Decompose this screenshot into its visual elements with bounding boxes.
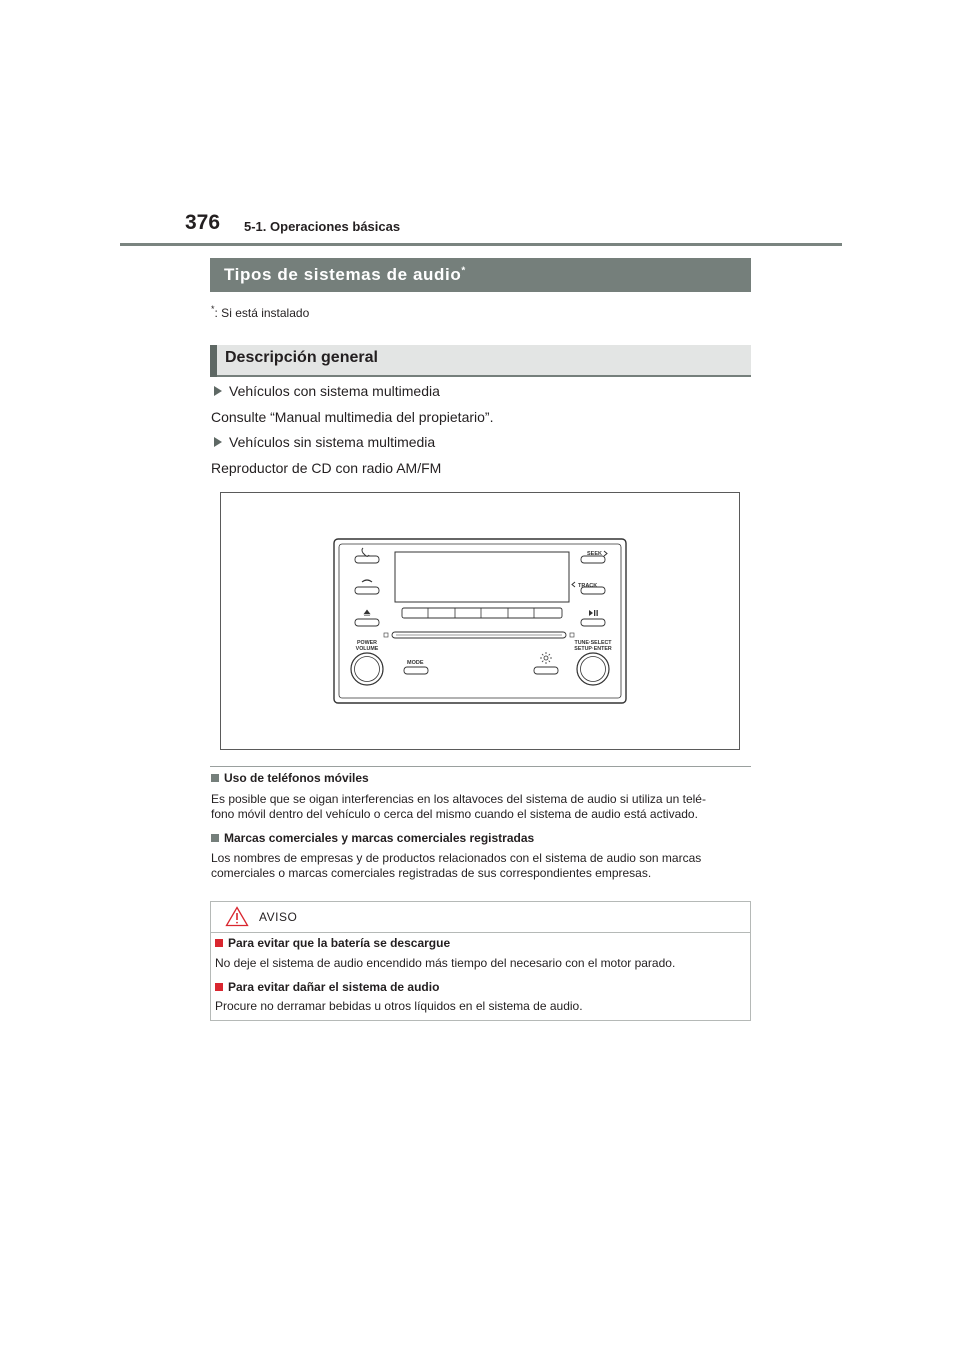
- triangle-bullet-icon: [214, 386, 222, 396]
- footnote: [211, 304, 309, 320]
- power-label: POWER: [356, 640, 378, 646]
- triangle-bullet-icon: [214, 437, 222, 447]
- bullet-no-multimedia: [214, 434, 435, 450]
- light-button: [534, 667, 558, 674]
- bullet-multimedia: [214, 383, 440, 399]
- info-line: comerciales o marcas comerciales registradas de sus correspondientes empresas.: [211, 866, 652, 880]
- mode-label: MODE: [407, 660, 424, 666]
- section-divider: [210, 766, 751, 767]
- paragraph: Reproductor de CD con radio AM/FM: [211, 460, 442, 476]
- notice-heading-damage: [215, 980, 439, 994]
- notice-box: [210, 901, 751, 1021]
- footnote-text: : Si está instalado: [214, 306, 310, 320]
- footnote-marker: *: [211, 304, 215, 314]
- notice-body-battery: No deje el sistema de audio encendido más tiempo del necesario con el motor parado.: [215, 956, 676, 970]
- tune-select-knob: [577, 653, 609, 685]
- info-body-trademarks: [211, 851, 751, 881]
- volume-label: VOLUME: [355, 646, 379, 652]
- page-number: 376: [185, 211, 221, 234]
- bullet-text: Vehículos con sistema multimedia: [229, 383, 440, 399]
- notice-heading-text: Para evitar dañar el sistema de audio: [228, 980, 440, 994]
- square-bullet-icon: [211, 774, 219, 782]
- info-heading-text: Marcas comerciales y marcas comerciales registradas: [224, 831, 535, 845]
- power-volume-knob: [351, 653, 383, 685]
- info-line: Los nombres de empresas y de productos relacionados con el sistema de audio son marcas: [211, 851, 702, 865]
- eject-button: [355, 619, 379, 626]
- preset-buttons: [402, 608, 562, 618]
- notice-heading-battery: [215, 936, 450, 950]
- notice-label: AVISO: [259, 910, 298, 924]
- info-heading-trademarks: [211, 831, 534, 845]
- header-divider: [120, 243, 842, 246]
- square-bullet-icon: [211, 834, 219, 842]
- info-heading-text: Uso de teléfonos móviles: [224, 771, 369, 785]
- display-screen: [395, 552, 569, 602]
- page-title-text: Tipos de sistemas de audio: [224, 265, 462, 284]
- phone-pickup-button: [355, 556, 379, 563]
- square-bullet-icon: [215, 939, 223, 947]
- bullet-text: Vehículos sin sistema multimedia: [229, 434, 436, 450]
- notice-heading-text: Para evitar que la batería se descargue: [228, 936, 451, 950]
- info-heading-phones: [211, 771, 369, 785]
- audio-unit-figure: [220, 492, 740, 750]
- subheading-text: Descripción general: [225, 349, 378, 366]
- notice-body-damage: Procure no derramar bebidas u otros líquidos en el sistema de audio.: [215, 999, 583, 1013]
- seek-label: SEEK: [587, 551, 602, 557]
- info-line: fono móvil dentro del vehículo o cerca del mismo cuando el sistema de audio está activado.: [211, 807, 698, 821]
- play-pause-button: [581, 619, 605, 626]
- seek-button: [581, 556, 605, 563]
- phone-hangup-button: [355, 587, 379, 594]
- title-bar: [210, 258, 751, 292]
- paragraph: Consulte “Manual multimedia del propietario”.: [211, 409, 494, 425]
- info-line: Es posible que se oigan interferencias en los altavoces del sistema de audio si utiliza un telé-: [211, 792, 706, 806]
- square-bullet-icon: [215, 983, 223, 991]
- section-label: 5-1. Operaciones básicas: [244, 219, 401, 234]
- subheading-accent: [210, 345, 217, 377]
- title-marker: *: [461, 265, 466, 277]
- track-label: TRACK: [578, 583, 598, 589]
- subheading-bar: [210, 345, 751, 377]
- mode-button: [404, 667, 428, 674]
- notice-header: [211, 902, 750, 933]
- audio-unit-illustration: [221, 493, 739, 749]
- setup-enter-label: SETUP·ENTER: [574, 646, 612, 652]
- page-title: [224, 265, 466, 285]
- tune-select-label: TUNE·SELECT: [574, 640, 612, 646]
- info-body-phones: [211, 792, 751, 822]
- warning-icon: [225, 906, 249, 927]
